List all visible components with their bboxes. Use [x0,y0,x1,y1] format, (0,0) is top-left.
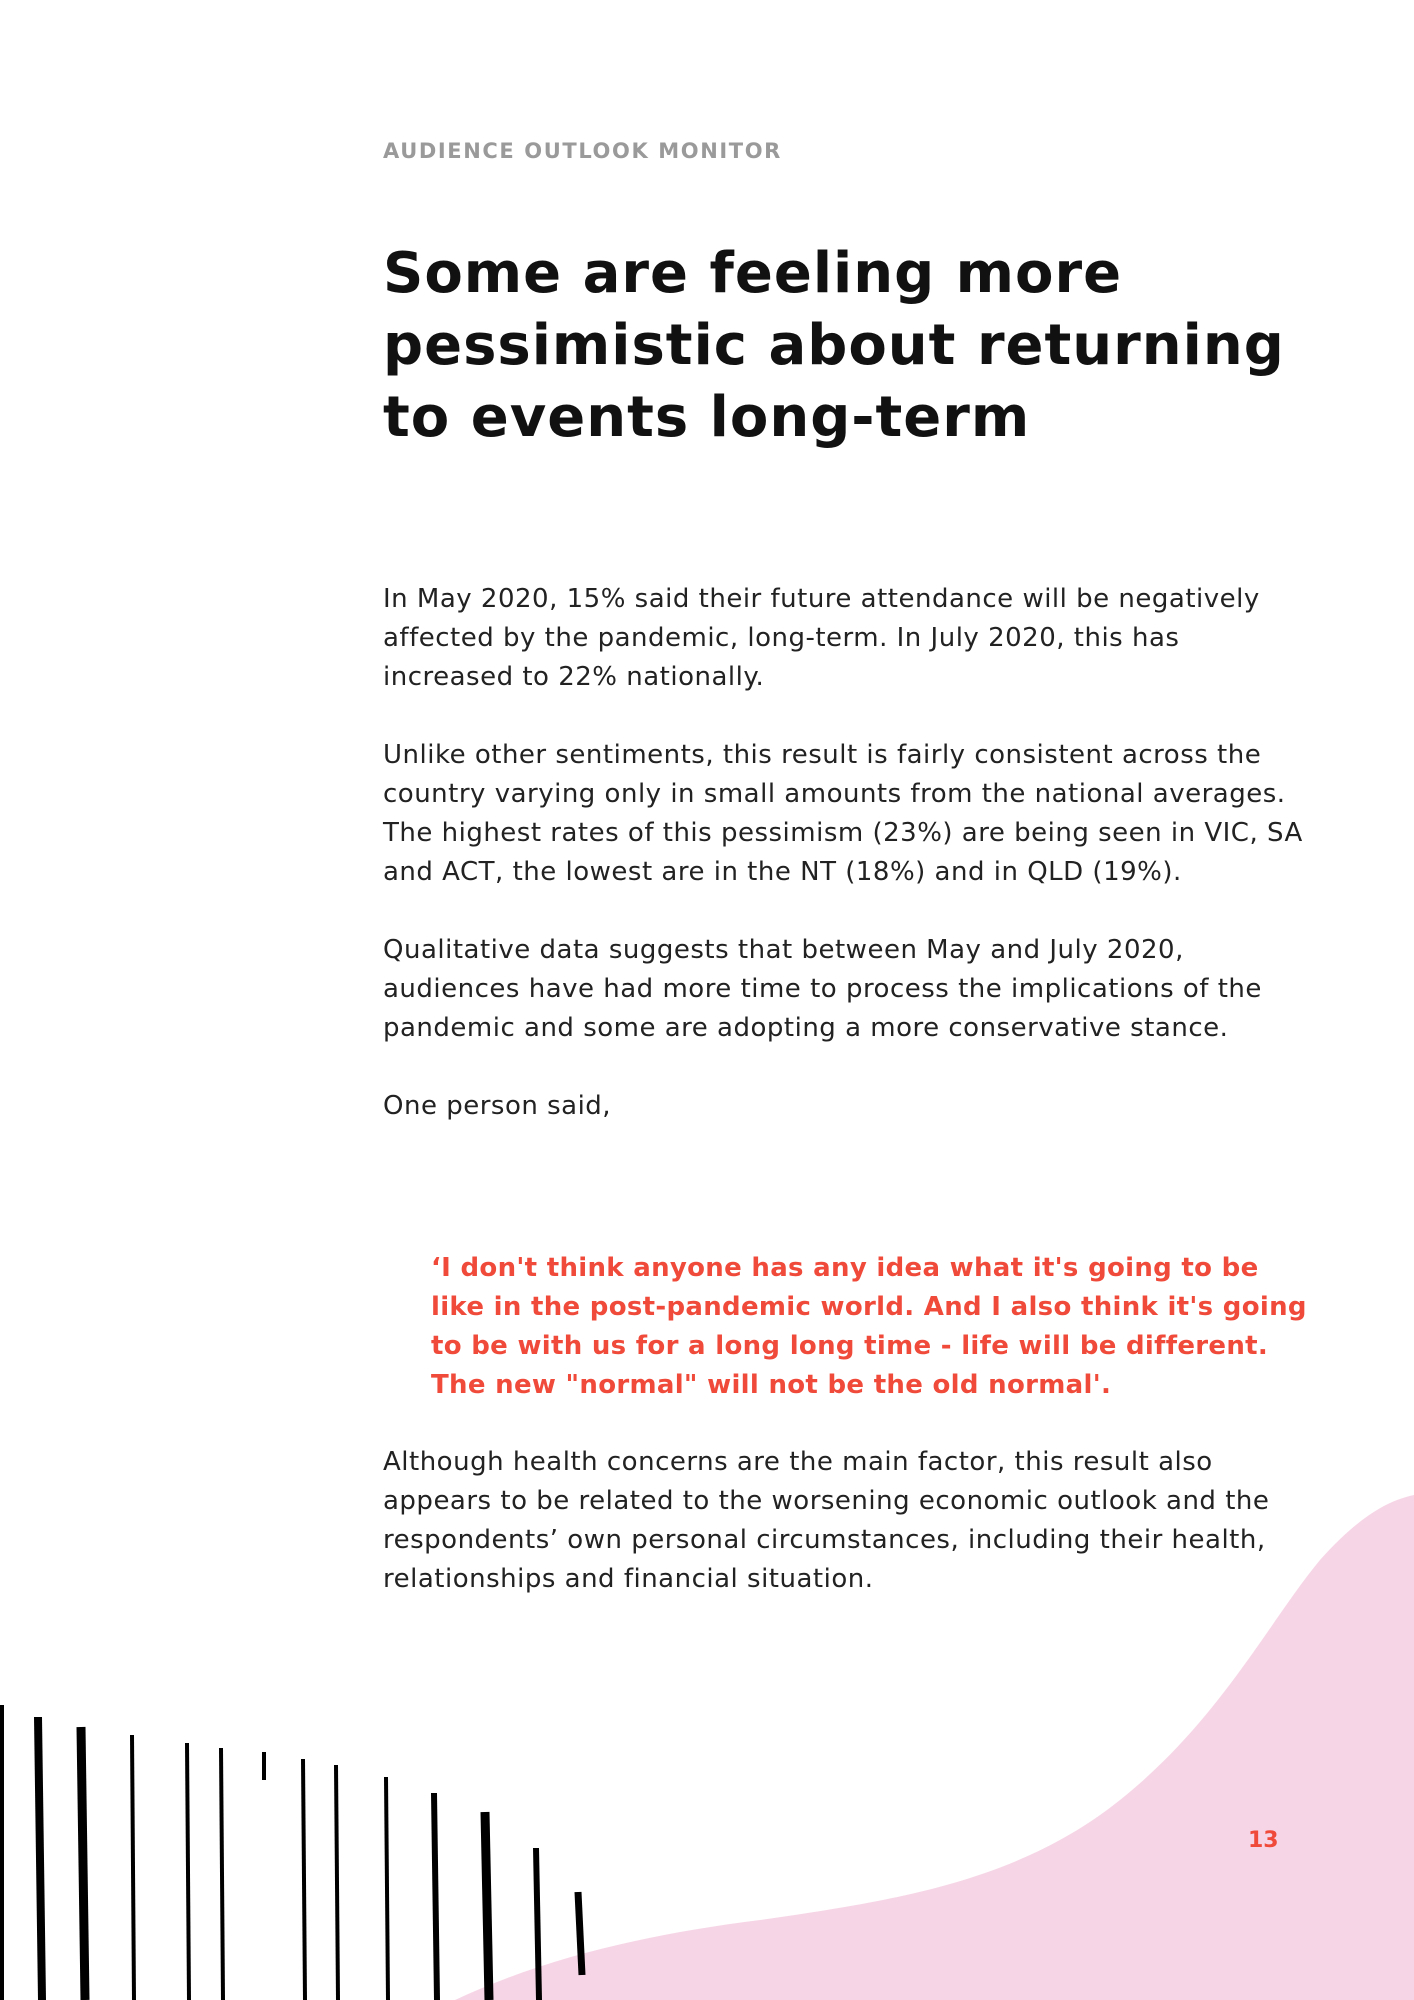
closing-paragraph: Although health concerns are the main factor, this result also appears to be related to the worsening economic outlook and the respondents’ own personal circumstances, including their health, relationships and financial situation. [383,1447,1270,1594]
paragraph: Qualitative data suggests that between May and July 2020, audiences have had more time to process the implications of the pandemic and some are adopting a more conservative stance. [383,935,1262,1043]
running-header: AUDIENCE OUTLOOK MONITOR [383,139,782,163]
page-number: 13 [1248,1828,1279,1853]
paragraph: Unlike other sentiments, this result is fairly consistent across the country varying only in small amounts from the national averages. The highest rates of this pessimism (23%) are being seen in VIC, SA and ACT, the lowest are in the NT (18%) and in QLD (19%). [383,740,1303,887]
pull-quote: ‘I don't think anyone has any idea what it's going to be like in the post-pandemic world. And I also think it's going to be with us for a long long time - life will be different. The new "normal" will not be the old normal'. [431,1253,1307,1400]
body-text [383,580,1313,1165]
page-title: Some are feeling more pessimistic about returning to events long-term [383,241,1285,450]
closing-text [383,1443,1313,1599]
paragraph: One person said, [383,1091,612,1121]
paragraph: In May 2020, 15% said their future attendance will be negatively affected by the pandemic, long-term. In July 2020, this has increased to 22% nationally. [383,584,1260,692]
